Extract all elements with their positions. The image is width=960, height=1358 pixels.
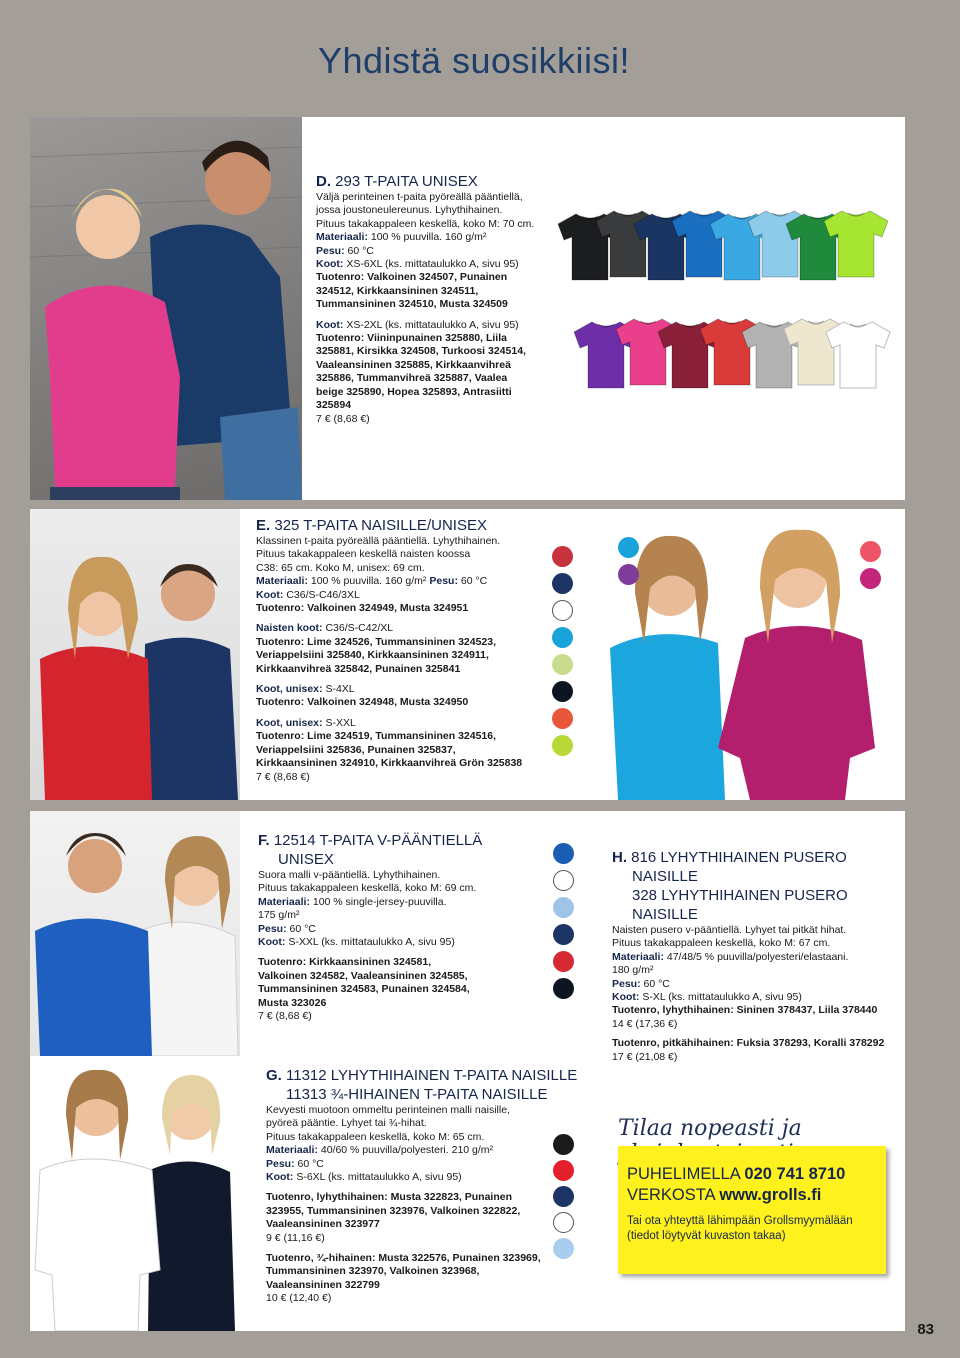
product-numbers: Veriappelsiini 325840, Kirkkaansininen 324911, — [256, 649, 489, 662]
product-numbers: 324512, Kirkkaansininen 324511, — [316, 284, 479, 297]
color-swatch — [553, 1212, 574, 1233]
product-numbers: Tuotenro, ¾-hihainen: Musta 322576, Punainen 323969, — [266, 1252, 541, 1265]
section-h-text — [612, 848, 897, 1064]
product-title: UNISEX — [278, 851, 334, 868]
color-swatch — [618, 564, 639, 585]
order-note: (tiedot löytyvät kuvaston takaa) — [627, 1230, 786, 1242]
size-line: Koot: C36/S-C46/3XL — [256, 588, 360, 601]
product-title: NAISILLE — [632, 906, 698, 923]
price: 7 € (8,68 €) — [316, 412, 370, 425]
product-numbers: Tuotenro: Lime 324526, Tummansininen 324523, — [256, 635, 497, 648]
product-numbers: Valkoinen 324582, Vaaleansininen 324585, — [258, 969, 468, 982]
product-title: 816 LYHYTHIHAINEN PUSERO — [631, 849, 847, 866]
product-title: 12514 T-PAITA V-PÄÄNTIELLÄ — [273, 832, 483, 849]
desc-line: C38: 65 cm. Koko M, unisex: 69 cm. — [256, 561, 425, 574]
product-numbers: Tuotenro: Valkoinen 324949, Musta 324951 — [256, 602, 469, 615]
product-numbers: Tummansininen 324510, Musta 324509 — [316, 298, 508, 311]
product-title: 325 T-PAITA NAISILLE/UNISEX — [274, 517, 487, 534]
color-swatch — [553, 1238, 574, 1259]
product-title: 11312 LYHYTHIHAINEN T-PAITA NAISILLE — [286, 1067, 578, 1084]
product-code: D. — [316, 173, 331, 190]
material-line: Materiaali: 47/48/5 % puuvilla/polyesteri/elastaani. — [612, 950, 849, 963]
price: 7 € (8,68 €) — [258, 1010, 312, 1023]
page-number: 83 — [917, 1321, 934, 1338]
product-numbers: Tuotenro: Valkoinen 324948, Musta 324950 — [256, 696, 469, 709]
desc-line: Kevyesti muotoon ommeltu perinteinen malli naisille, — [266, 1104, 510, 1116]
price: 17 € (21,08 €) — [612, 1050, 678, 1063]
size-line: Koot: S-XL (ks. mittataulukko A, sivu 95) — [612, 991, 802, 1004]
color-swatch — [552, 735, 573, 756]
order-phone: PUHELIMELLA 020 741 8710 — [627, 1165, 846, 1183]
color-swatch — [553, 924, 574, 945]
color-swatch — [860, 568, 881, 589]
desc-line: Pituus takakappaleen keskellä naisten koossa — [256, 548, 471, 561]
order-info-text — [627, 1164, 887, 1244]
weight-line: 175 g/m² — [258, 909, 300, 922]
size-line: Koot: S-6XL (ks. mittataulukko A, sivu 95) — [266, 1171, 462, 1184]
desc-line: Väljä perinteinen t-paita pyöreällä pääntiellä, — [316, 191, 523, 203]
size-line: Naisten koot: C36/S-C42/XL — [256, 622, 394, 635]
color-swatch — [553, 1160, 574, 1181]
color-swatch — [552, 681, 573, 702]
section-d-text — [316, 172, 566, 426]
product-numbers: Tuotenro: Viininpunainen 325880, Liila — [316, 332, 507, 345]
tshirt-swatch — [824, 318, 892, 395]
product-title: 328 LYHYTHIHAINEN PUSERO — [632, 887, 848, 904]
wash-line: Pesu: 60 °C — [266, 1157, 324, 1170]
product-numbers: 325881, Kirsikka 324508, Turkoosi 324514, — [316, 345, 526, 358]
photo-couple-vneck-tees — [30, 811, 240, 1056]
photo-two-women-blouses — [600, 518, 890, 800]
desc-line: Pituus takakappaleen keskellä, koko M: 67 cm. — [612, 937, 831, 950]
product-numbers: beige 325890, Hopea 325893, Antrasiitti — [316, 385, 512, 398]
product-numbers: Vaaleansininen 323977 — [266, 1218, 380, 1231]
order-slogan: Tilaa nopeasti ja — [618, 1116, 802, 1141]
material-line: Materiaali: 100 % puuvilla. 160 g/m² — [316, 231, 487, 244]
product-code: E. — [256, 517, 271, 534]
product-numbers: Tuotenro: Lime 324519, Tummansininen 324516, — [256, 730, 497, 743]
product-numbers: Kirkkaanvihreä 325842, Punainen 325841 — [256, 662, 461, 675]
wash-line: Pesu: 60 °C — [258, 922, 316, 935]
price: 14 € (17,36 €) — [612, 1017, 678, 1030]
tshirt-swatch — [822, 207, 890, 284]
size-line: Koot: S-XXL (ks. mittataulukko A, sivu 95) — [258, 936, 455, 949]
desc-line: Suora malli v-pääntiellä. Lyhythihainen. — [258, 869, 441, 881]
price: 7 € (8,68 €) — [256, 770, 310, 783]
product-numbers: Vaaleansininen 322799 — [266, 1278, 380, 1291]
product-numbers: Tuotenro, lyhythihainen: Musta 322823, Punainen — [266, 1191, 513, 1204]
product-numbers: Tuotenro: Valkoinen 324507, Punainen — [316, 271, 508, 284]
color-swatch — [552, 546, 573, 567]
product-numbers: Tummansininen 324583, Punainen 324584, — [258, 983, 470, 996]
color-swatch — [553, 843, 574, 864]
desc-line: Klassinen t-paita pyöreällä pääntiellä. Lyhythihainen. — [256, 535, 501, 547]
product-numbers: Tuotenro, pitkähihainen: Fuksia 378293, Koralli 378292 — [612, 1037, 885, 1050]
material-line: Materiaali: 40/60 % puuvilla/polyesteri. 210 g/m² — [266, 1144, 494, 1157]
section-f-text — [258, 831, 528, 1023]
product-code: H. — [612, 849, 627, 866]
wash-line: Pesu: 60 °C — [612, 977, 670, 990]
price: 10 € (12,40 €) — [266, 1292, 332, 1305]
desc-line: Naisten pusero v-pääntiellä. Lyhyet tai pitkät hihat. — [612, 924, 847, 936]
desc-line: Pituus takakappaleen keskellä, koko M: 70 cm. — [316, 217, 535, 230]
size-line: Koot: XS-6XL (ks. mittataulukko A, sivu 95) — [316, 258, 519, 271]
product-numbers: Musta 323026 — [258, 996, 327, 1009]
desc-line: Pituus takakappaleen keskellä, koko M: 65 cm. — [266, 1130, 485, 1143]
color-swatch — [553, 870, 574, 891]
product-title: 293 T-PAITA UNISEX — [335, 173, 478, 190]
color-swatch — [553, 951, 574, 972]
color-swatch — [618, 537, 639, 558]
order-web[interactable]: VERKOSTA www.grolls.fi — [627, 1186, 822, 1204]
color-swatch — [552, 627, 573, 648]
product-code: G. — [266, 1067, 282, 1084]
desc-line: Pituus takakappaleen keskellä, koko M: 69 cm. — [258, 882, 477, 895]
color-swatch — [552, 654, 573, 675]
desc-line: pyöreä pääntie. Lyhyet tai ¾-hihat. — [266, 1117, 427, 1130]
price: 9 € (11,16 €) — [266, 1231, 325, 1244]
photo-two-women-fitted-tees — [30, 1060, 240, 1331]
color-swatch — [860, 541, 881, 562]
product-code: F. — [258, 832, 270, 849]
size-line: Koot: XS-2XL (ks. mittataulukko A, sivu 95) — [316, 318, 519, 331]
weight-line: 180 g/m² — [612, 964, 654, 977]
section-g-text — [266, 1066, 596, 1306]
color-swatch — [552, 600, 573, 621]
size-line: Koot, unisex: S-4XL — [256, 683, 355, 696]
product-numbers: Vaaleansininen 325885, Kirkkaanvihreä — [316, 358, 511, 371]
color-swatch — [553, 978, 574, 999]
product-numbers: 325894 — [316, 399, 352, 412]
section-e-text — [256, 516, 546, 784]
color-swatch — [552, 708, 573, 729]
product-numbers: 325886, Tummanvihreä 325887, Vaalea — [316, 372, 508, 385]
material-line: Materiaali: 100 % puuvilla. 160 g/m² Pesu: 60 °C — [256, 575, 488, 588]
material-line: Materiaali: 100 % single-jersey-puuvilla. — [258, 895, 447, 908]
desc-line: jossa joustoneulereunus. Lyhythihainen. — [316, 204, 503, 217]
color-swatch — [553, 897, 574, 918]
color-swatch — [553, 1186, 574, 1207]
page-title: Yhdistä suosikkiisi! — [317, 40, 631, 81]
order-note: Tai ota yhteyttä lähimpään Grollsmyymälään — [627, 1215, 853, 1227]
product-numbers: Tummansininen 323970, Valkoinen 323968, — [266, 1265, 480, 1278]
product-title: 11313 ¾-HIHAINEN T-PAITA NAISILLE — [286, 1086, 548, 1103]
photo-couple-pink-navy-tees — [30, 117, 302, 500]
product-numbers: Tuotenro: Kirkkaansininen 324581, — [258, 956, 432, 969]
product-numbers: Tuotenro, lyhythihainen: Sininen 378437, Liila 378440 — [612, 1004, 878, 1017]
color-swatch — [552, 573, 573, 594]
product-numbers: Veriappelsiini 325836, Punainen 325837, — [256, 743, 456, 756]
size-line: Koot, unisex: S-XXL — [256, 716, 356, 729]
photo-couple-red-navy-tees — [30, 509, 240, 800]
product-numbers: 323955, Tummansininen 323976, Valkoinen 322822, — [266, 1204, 521, 1217]
color-swatch — [553, 1134, 574, 1155]
product-numbers: Kirkkaansininen 324910, Kirkkaanvihreä Grön 325838 — [256, 757, 523, 770]
product-title: NAISILLE — [632, 868, 698, 885]
wash-line: Pesu: 60 °C — [316, 244, 374, 257]
